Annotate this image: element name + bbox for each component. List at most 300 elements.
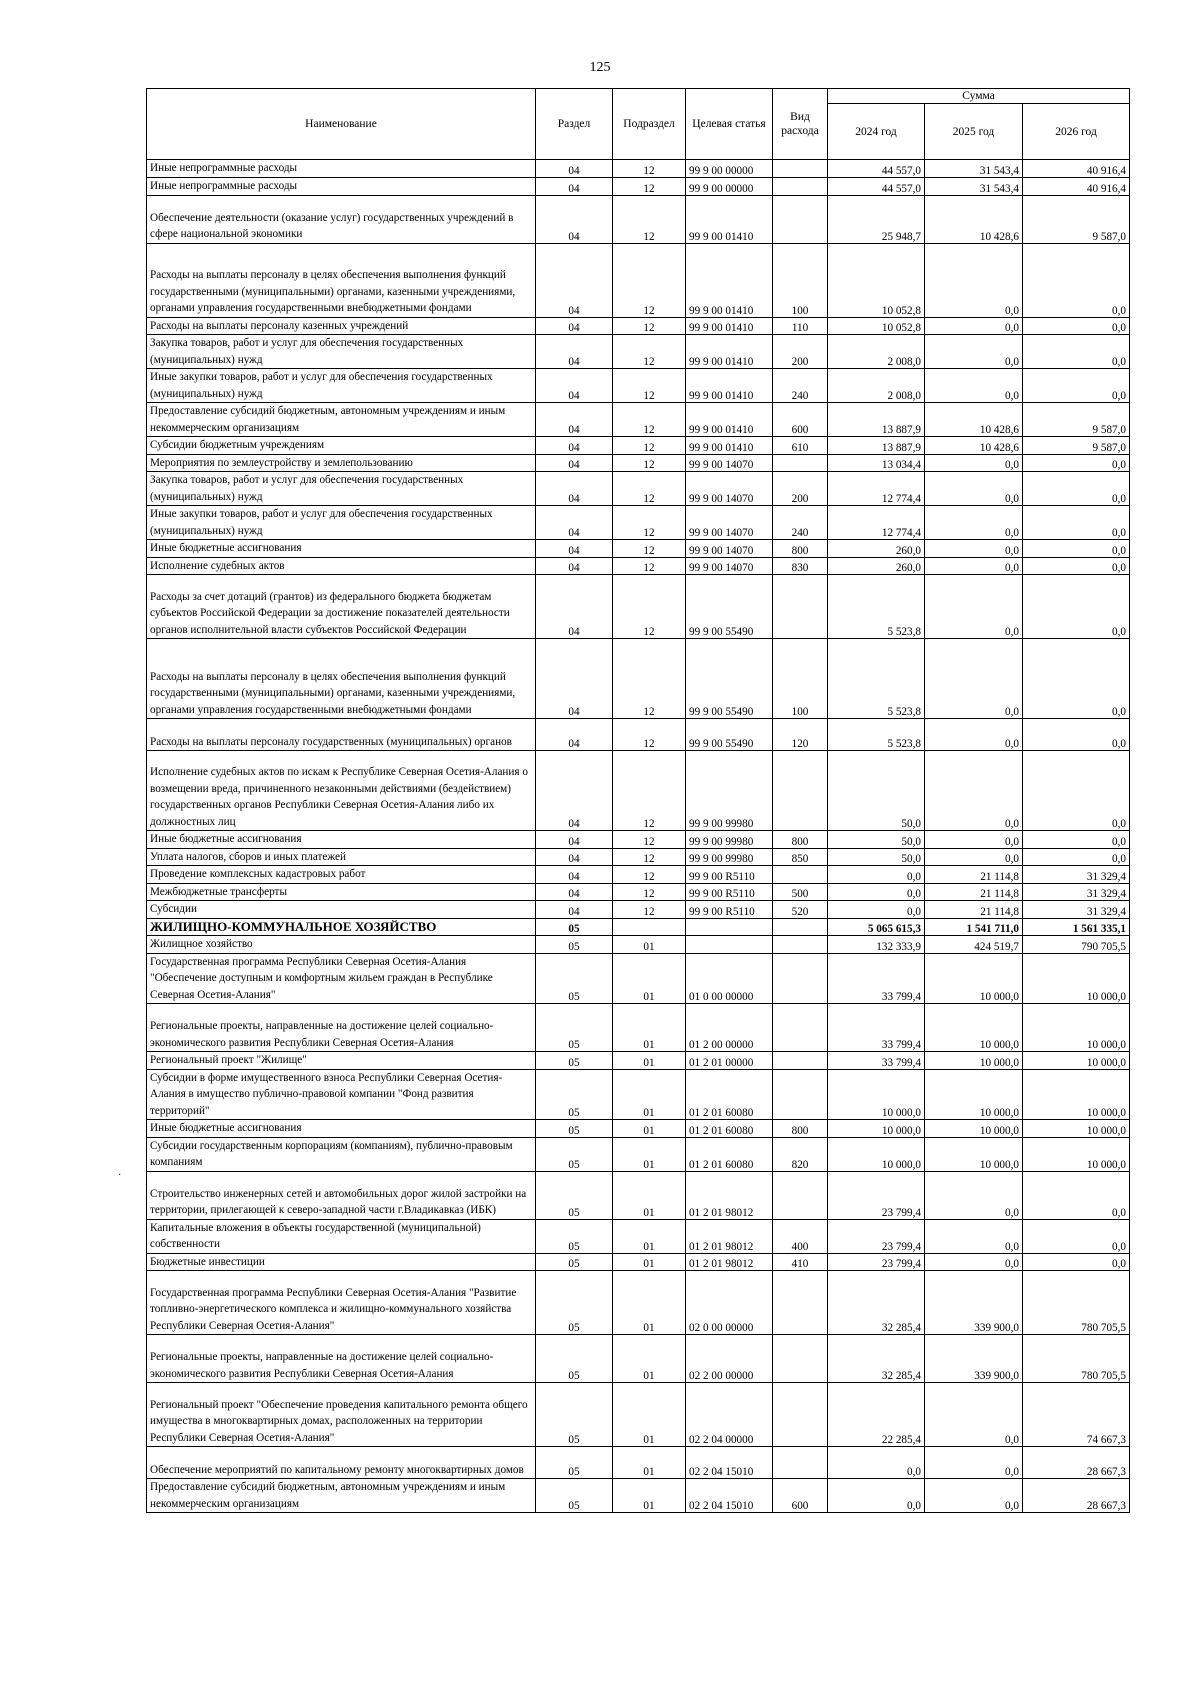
row-sum-2024: 5 065 615,3 xyxy=(828,918,925,936)
row-name: Строительство инженерных сетей и автомобильных дорог жилой застройки на территории, прилегающей к северо-западной части г.Владикавказ (ИБК) xyxy=(147,1171,536,1219)
row-sum-2024: 22 285,4 xyxy=(828,1383,925,1447)
row-sum-2025: 424 519,7 xyxy=(925,936,1023,954)
row-sum-2024: 10 000,0 xyxy=(828,1137,925,1171)
table-row xyxy=(147,1069,1130,1120)
row-target-article: 99 9 00 14070 xyxy=(686,454,773,472)
table-row xyxy=(147,639,1130,719)
row-sum-2024: 10 052,8 xyxy=(828,317,925,335)
row-sum-2025: 0,0 xyxy=(925,639,1023,719)
row-sum-2026: 40 916,4 xyxy=(1023,177,1130,195)
row-target-article: 01 2 01 98012 xyxy=(686,1253,773,1271)
row-sum-2025: 0,0 xyxy=(925,1171,1023,1219)
row-name: Расходы на выплаты персоналу казенных учреждений xyxy=(147,317,536,335)
table-header xyxy=(147,89,1130,160)
row-sum-2025: 10 000,0 xyxy=(925,1069,1023,1120)
row-section: 04 xyxy=(536,866,613,884)
table-row xyxy=(147,831,1130,849)
row-sum-2025: 0,0 xyxy=(925,751,1023,831)
row-sum-2024: 25 948,7 xyxy=(828,195,925,243)
row-sum-2026: 0,0 xyxy=(1023,1171,1130,1219)
row-subsection: 01 xyxy=(613,1271,686,1335)
row-sum-2026: 0,0 xyxy=(1023,540,1130,558)
row-subsection: 01 xyxy=(613,953,686,1004)
row-sum-2026: 9 587,0 xyxy=(1023,437,1130,455)
row-sum-2026: 10 000,0 xyxy=(1023,1137,1130,1171)
row-target-article: 99 9 00 01410 xyxy=(686,369,773,403)
row-sum-2025: 0,0 xyxy=(925,848,1023,866)
row-sum-2025: 21 114,8 xyxy=(925,883,1023,901)
row-sum-2026: 10 000,0 xyxy=(1023,1069,1130,1120)
row-name: Исполнение судебных актов xyxy=(147,557,536,575)
row-section: 04 xyxy=(536,901,613,919)
row-sum-2024: 33 799,4 xyxy=(828,953,925,1004)
row-sum-2025: 0,0 xyxy=(925,540,1023,558)
row-sum-2025: 21 114,8 xyxy=(925,901,1023,919)
row-sum-2024: 44 557,0 xyxy=(828,160,925,178)
row-sum-2026: 0,0 xyxy=(1023,369,1130,403)
row-target-article: 99 9 00 55490 xyxy=(686,575,773,639)
table-row xyxy=(147,1171,1130,1219)
row-sum-2025: 10 000,0 xyxy=(925,953,1023,1004)
row-sum-2024: 32 285,4 xyxy=(828,1335,925,1383)
table-row xyxy=(147,883,1130,901)
row-expense-type: 800 xyxy=(773,540,828,558)
row-target-article: 99 9 00 00000 xyxy=(686,160,773,178)
row-expense-type: 850 xyxy=(773,848,828,866)
row-sum-2026: 40 916,4 xyxy=(1023,160,1130,178)
row-sum-2025: 0,0 xyxy=(925,335,1023,369)
row-target-article: 99 9 00 00000 xyxy=(686,177,773,195)
row-target-article: 99 9 00 R5110 xyxy=(686,901,773,919)
row-section: 05 xyxy=(536,1052,613,1070)
row-subsection: 12 xyxy=(613,848,686,866)
row-name: Иные закупки товаров, работ и услуг для обеспечения государственных (муниципальных) нужд xyxy=(147,369,536,403)
row-subsection: 12 xyxy=(613,831,686,849)
row-sum-2025: 0,0 xyxy=(925,1219,1023,1253)
row-expense-type: 100 xyxy=(773,639,828,719)
table-row xyxy=(147,317,1130,335)
row-subsection: 01 xyxy=(613,1447,686,1479)
header-year-2025: 2025 год xyxy=(925,104,1023,160)
row-subsection: 12 xyxy=(613,317,686,335)
row-section: 05 xyxy=(536,1219,613,1253)
row-sum-2025: 21 114,8 xyxy=(925,866,1023,884)
row-section: 04 xyxy=(536,454,613,472)
row-name: Иные закупки товаров, работ и услуг для обеспечения государственных (муниципальных) нужд xyxy=(147,506,536,540)
row-section: 04 xyxy=(536,472,613,506)
row-expense-type xyxy=(773,1271,828,1335)
row-expense-type: 200 xyxy=(773,335,828,369)
row-subsection: 01 xyxy=(613,1004,686,1052)
row-name: ЖИЛИЩНО-КОММУНАЛЬНОЕ ХОЗЯЙСТВО xyxy=(147,918,536,936)
row-sum-2026: 0,0 xyxy=(1023,243,1130,317)
row-name: Иные непрограммные расходы xyxy=(147,177,536,195)
row-sum-2026: 0,0 xyxy=(1023,575,1130,639)
header-sum-group: Сумма xyxy=(828,89,1130,104)
row-name: Расходы за счет дотаций (грантов) из федерального бюджета бюджетам субъектов Российской Федерации за достижение показателей деятельности органов исполнительной власти субъектов Российской Федерации xyxy=(147,575,536,639)
table-row xyxy=(147,335,1130,369)
row-sum-2024: 260,0 xyxy=(828,540,925,558)
row-target-article: 02 2 04 15010 xyxy=(686,1447,773,1479)
row-target-article: 99 9 00 55490 xyxy=(686,639,773,719)
row-sum-2025: 0,0 xyxy=(925,1253,1023,1271)
row-name: Проведение комплексных кадастровых работ xyxy=(147,866,536,884)
row-expense-type: 520 xyxy=(773,901,828,919)
row-expense-type: 400 xyxy=(773,1219,828,1253)
row-name: Субсидии в форме имущественного взноса Республики Северная Осетия-Алания в имущество публично-правовой компании "Фонд развития территорий" xyxy=(147,1069,536,1120)
table-row xyxy=(147,1120,1130,1138)
row-sum-2025: 0,0 xyxy=(925,369,1023,403)
row-subsection: 01 xyxy=(613,1069,686,1120)
table-row xyxy=(147,403,1130,437)
row-sum-2024: 5 523,8 xyxy=(828,719,925,751)
row-name: Расходы на выплаты персоналу государственных (муниципальных) органов xyxy=(147,719,536,751)
row-subsection: 12 xyxy=(613,195,686,243)
row-section: 04 xyxy=(536,506,613,540)
row-sum-2024: 13 887,9 xyxy=(828,403,925,437)
row-name: Обеспечение деятельности (оказание услуг) государственных учреждений в сфере национальной экономики xyxy=(147,195,536,243)
row-sum-2026: 0,0 xyxy=(1023,557,1130,575)
table-row xyxy=(147,1447,1130,1479)
table-row xyxy=(147,953,1130,1004)
table-row xyxy=(147,557,1130,575)
row-expense-type xyxy=(773,953,828,1004)
table-row xyxy=(147,540,1130,558)
row-name: Субсидии государственным корпорациям (компаниям), публично-правовым компаниям xyxy=(147,1137,536,1171)
row-subsection: 01 xyxy=(613,1383,686,1447)
header-name: Наименование xyxy=(147,89,536,160)
row-sum-2025: 0,0 xyxy=(925,719,1023,751)
row-target-article: 99 9 00 14070 xyxy=(686,472,773,506)
table-row xyxy=(147,437,1130,455)
row-target-article: 01 2 01 98012 xyxy=(686,1171,773,1219)
row-target-article: 99 9 00 01410 xyxy=(686,437,773,455)
row-target-article: 01 2 01 00000 xyxy=(686,1052,773,1070)
row-expense-type: 800 xyxy=(773,831,828,849)
row-expense-type xyxy=(773,1335,828,1383)
row-name: Исполнение судебных актов по искам к Республике Северная Осетия-Алания о возмещении вреда, причиненного незаконными действиями (бездействием) государственных органов Республики Северная Осетия-Алания либо их должностных лиц xyxy=(147,751,536,831)
row-target-article: 99 9 00 55490 xyxy=(686,719,773,751)
row-sum-2026: 0,0 xyxy=(1023,848,1130,866)
row-sum-2025: 0,0 xyxy=(925,557,1023,575)
row-sum-2025: 10 428,6 xyxy=(925,437,1023,455)
header-subsection: Подраздел xyxy=(613,89,686,160)
row-sum-2026: 0,0 xyxy=(1023,317,1130,335)
row-sum-2025: 0,0 xyxy=(925,1479,1023,1513)
row-subsection: 12 xyxy=(613,160,686,178)
table-row xyxy=(147,369,1130,403)
row-sum-2026: 0,0 xyxy=(1023,719,1130,751)
row-name: Предоставление субсидий бюджетным, автономным учреждениям и иным некоммерческим организациям xyxy=(147,403,536,437)
table-row xyxy=(147,1004,1130,1052)
row-sum-2026: 31 329,4 xyxy=(1023,901,1130,919)
row-sum-2025: 339 900,0 xyxy=(925,1271,1023,1335)
row-name: Региональные проекты, направленные на достижение целей социально-экономического развития Республики Северная Осетия-Алания xyxy=(147,1335,536,1383)
row-expense-type: 240 xyxy=(773,506,828,540)
row-sum-2024: 132 333,9 xyxy=(828,936,925,954)
table-row xyxy=(147,1219,1130,1253)
row-expense-type xyxy=(773,751,828,831)
row-sum-2026: 9 587,0 xyxy=(1023,195,1130,243)
row-subsection: 12 xyxy=(613,335,686,369)
row-name: Субсидии бюджетным учреждениям xyxy=(147,437,536,455)
row-section: 04 xyxy=(536,831,613,849)
row-name: Государственная программа Республики Северная Осетия-Алания "Обеспечение доступным и комфортным жильем граждан в Республике Северная Осетия-Алания" xyxy=(147,953,536,1004)
row-section: 04 xyxy=(536,751,613,831)
row-sum-2024: 23 799,4 xyxy=(828,1253,925,1271)
header-year-2026: 2026 год xyxy=(1023,104,1130,160)
row-subsection: 12 xyxy=(613,403,686,437)
row-subsection: 01 xyxy=(613,1171,686,1219)
row-name: Иные непрограммные расходы xyxy=(147,160,536,178)
row-expense-type: 410 xyxy=(773,1253,828,1271)
row-section: 05 xyxy=(536,1447,613,1479)
row-target-article: 99 9 00 01410 xyxy=(686,335,773,369)
row-subsection: 12 xyxy=(613,540,686,558)
row-sum-2024: 10 000,0 xyxy=(828,1120,925,1138)
row-section: 05 xyxy=(536,1253,613,1271)
row-subsection: 12 xyxy=(613,454,686,472)
row-target-article: 01 2 01 98012 xyxy=(686,1219,773,1253)
row-sum-2025: 10 000,0 xyxy=(925,1052,1023,1070)
row-sum-2026: 31 329,4 xyxy=(1023,866,1130,884)
row-sum-2025: 31 543,4 xyxy=(925,160,1023,178)
table-row xyxy=(147,1271,1130,1335)
table-row xyxy=(147,472,1130,506)
row-sum-2025: 0,0 xyxy=(925,472,1023,506)
table-row xyxy=(147,177,1130,195)
row-name: Государственная программа Республики Северная Осетия-Алания "Развитие топливно-энергетического комплекса и жилищно-коммунального хозяйства Республики Северная Осетия-Алания" xyxy=(147,1271,536,1335)
row-target-article: 02 0 00 00000 xyxy=(686,1271,773,1335)
row-section: 04 xyxy=(536,243,613,317)
row-sum-2026: 0,0 xyxy=(1023,751,1130,831)
row-sum-2025: 1 541 711,0 xyxy=(925,918,1023,936)
row-subsection: 12 xyxy=(613,472,686,506)
row-sum-2026: 0,0 xyxy=(1023,472,1130,506)
row-sum-2026: 0,0 xyxy=(1023,454,1130,472)
row-sum-2025: 0,0 xyxy=(925,1447,1023,1479)
row-section: 04 xyxy=(536,848,613,866)
row-target-article: 01 2 01 60080 xyxy=(686,1137,773,1171)
budget-table xyxy=(146,88,1130,1513)
row-sum-2024: 10 000,0 xyxy=(828,1069,925,1120)
row-name: Обеспечение мероприятий по капитальному ремонту многоквартирных домов xyxy=(147,1447,536,1479)
row-name: Региональный проект "Обеспечение проведения капитального ремонта общего имущества в многоквартирных домах, расположенных на территории Республики Северная Осетия-Алания" xyxy=(147,1383,536,1447)
row-sum-2024: 5 523,8 xyxy=(828,575,925,639)
row-subsection xyxy=(613,918,686,936)
row-section: 04 xyxy=(536,883,613,901)
row-target-article: 99 9 00 R5110 xyxy=(686,866,773,884)
row-sum-2024: 50,0 xyxy=(828,848,925,866)
row-sum-2026: 10 000,0 xyxy=(1023,1004,1130,1052)
row-target-article: 99 9 00 14070 xyxy=(686,557,773,575)
row-subsection: 01 xyxy=(613,1253,686,1271)
row-sum-2026: 28 667,3 xyxy=(1023,1479,1130,1513)
row-section: 04 xyxy=(536,557,613,575)
row-target-article: 01 2 00 00000 xyxy=(686,1004,773,1052)
row-section: 04 xyxy=(536,639,613,719)
row-sum-2025: 10 000,0 xyxy=(925,1137,1023,1171)
row-subsection: 12 xyxy=(613,369,686,403)
row-expense-type xyxy=(773,454,828,472)
row-section: 04 xyxy=(536,403,613,437)
row-sum-2024: 0,0 xyxy=(828,901,925,919)
row-subsection: 12 xyxy=(613,866,686,884)
row-sum-2024: 0,0 xyxy=(828,883,925,901)
row-target-article: 99 9 00 14070 xyxy=(686,540,773,558)
row-section: 05 xyxy=(536,918,613,936)
row-sum-2025: 339 900,0 xyxy=(925,1335,1023,1383)
header-section: Раздел xyxy=(536,89,613,160)
table-row xyxy=(147,1253,1130,1271)
row-section: 05 xyxy=(536,953,613,1004)
row-target-article: 99 9 00 99980 xyxy=(686,848,773,866)
row-expense-type: 200 xyxy=(773,472,828,506)
row-section: 04 xyxy=(536,369,613,403)
row-sum-2026: 10 000,0 xyxy=(1023,1120,1130,1138)
row-sum-2024: 44 557,0 xyxy=(828,177,925,195)
header-expense-type: Вид расхода xyxy=(773,89,828,160)
row-name: Региональный проект "Жилище" xyxy=(147,1052,536,1070)
row-expense-type xyxy=(773,160,828,178)
row-expense-type: 110 xyxy=(773,317,828,335)
row-subsection: 12 xyxy=(613,751,686,831)
row-expense-type xyxy=(773,936,828,954)
row-target-article xyxy=(686,918,773,936)
row-expense-type: 800 xyxy=(773,1120,828,1138)
row-sum-2026: 0,0 xyxy=(1023,506,1130,540)
row-sum-2024: 50,0 xyxy=(828,831,925,849)
row-name: Иные бюджетные ассигнования xyxy=(147,540,536,558)
row-sum-2026: 0,0 xyxy=(1023,1219,1130,1253)
table-row xyxy=(147,866,1130,884)
row-target-article: 99 9 00 99980 xyxy=(686,831,773,849)
table-row xyxy=(147,1383,1130,1447)
row-sum-2025: 0,0 xyxy=(925,1383,1023,1447)
row-name: Бюджетные инвестиции xyxy=(147,1253,536,1271)
row-sum-2024: 50,0 xyxy=(828,751,925,831)
row-expense-type xyxy=(773,575,828,639)
row-sum-2024: 0,0 xyxy=(828,1447,925,1479)
row-section: 04 xyxy=(536,195,613,243)
row-target-article: 01 2 01 60080 xyxy=(686,1069,773,1120)
row-subsection: 01 xyxy=(613,1335,686,1383)
row-section: 05 xyxy=(536,1383,613,1447)
row-section: 04 xyxy=(536,317,613,335)
row-section: 04 xyxy=(536,575,613,639)
row-target-article: 01 2 01 60080 xyxy=(686,1120,773,1138)
row-section: 05 xyxy=(536,1137,613,1171)
row-expense-type: 830 xyxy=(773,557,828,575)
row-sum-2025: 10 428,6 xyxy=(925,403,1023,437)
table-row xyxy=(147,506,1130,540)
table-row xyxy=(147,1479,1130,1513)
table-row xyxy=(147,195,1130,243)
row-target-article: 99 9 00 01410 xyxy=(686,317,773,335)
row-sum-2025: 0,0 xyxy=(925,317,1023,335)
table-row xyxy=(147,575,1130,639)
row-target-article: 99 9 00 14070 xyxy=(686,506,773,540)
row-subsection: 12 xyxy=(613,883,686,901)
row-section: 04 xyxy=(536,335,613,369)
row-expense-type xyxy=(773,866,828,884)
row-sum-2026: 74 667,3 xyxy=(1023,1383,1130,1447)
row-target-article: 99 9 00 99980 xyxy=(686,751,773,831)
row-expense-type xyxy=(773,1447,828,1479)
row-sum-2025: 0,0 xyxy=(925,831,1023,849)
row-section: 04 xyxy=(536,177,613,195)
table-row xyxy=(147,454,1130,472)
row-subsection: 12 xyxy=(613,639,686,719)
row-expense-type xyxy=(773,1052,828,1070)
row-sum-2025: 10 000,0 xyxy=(925,1120,1023,1138)
row-subsection: 12 xyxy=(613,437,686,455)
row-sum-2026: 780 705,5 xyxy=(1023,1335,1130,1383)
row-sum-2026: 28 667,3 xyxy=(1023,1447,1130,1479)
row-name: Расходы на выплаты персоналу в целях обеспечения выполнения функций государственными (муниципальными) органами, казенными учреждениями, органами управления государственными внебюджетными фондами xyxy=(147,639,536,719)
page-number: 125 xyxy=(589,60,611,75)
row-expense-type: 600 xyxy=(773,403,828,437)
row-section: 04 xyxy=(536,719,613,751)
row-subsection: 12 xyxy=(613,506,686,540)
row-target-article: 02 2 04 15010 xyxy=(686,1479,773,1513)
row-target-article: 02 2 04 00000 xyxy=(686,1383,773,1447)
row-sum-2026: 0,0 xyxy=(1023,831,1130,849)
row-subsection: 12 xyxy=(613,177,686,195)
row-subsection: 01 xyxy=(613,1052,686,1070)
row-target-article: 99 9 00 01410 xyxy=(686,243,773,317)
row-sum-2025: 0,0 xyxy=(925,575,1023,639)
row-sum-2024: 23 799,4 xyxy=(828,1219,925,1253)
table-row xyxy=(147,1335,1130,1383)
row-sum-2024: 33 799,4 xyxy=(828,1004,925,1052)
row-sum-2024: 0,0 xyxy=(828,866,925,884)
row-section: 05 xyxy=(536,1171,613,1219)
table-row xyxy=(147,719,1130,751)
table-body xyxy=(147,160,1130,1513)
row-sum-2025: 10 428,6 xyxy=(925,195,1023,243)
table-row xyxy=(147,936,1130,954)
row-subsection: 01 xyxy=(613,1479,686,1513)
row-sum-2026: 10 000,0 xyxy=(1023,1052,1130,1070)
row-name: Межбюджетные трансферты xyxy=(147,883,536,901)
row-sum-2025: 10 000,0 xyxy=(925,1004,1023,1052)
row-sum-2024: 12 774,4 xyxy=(828,506,925,540)
table-row xyxy=(147,1052,1130,1070)
row-expense-type: 600 xyxy=(773,1479,828,1513)
row-sum-2026: 0,0 xyxy=(1023,639,1130,719)
row-target-article: 99 9 00 01410 xyxy=(686,195,773,243)
row-sum-2024: 32 285,4 xyxy=(828,1271,925,1335)
row-sum-2025: 0,0 xyxy=(925,243,1023,317)
row-expense-type: 120 xyxy=(773,719,828,751)
table-row xyxy=(147,751,1130,831)
row-section: 05 xyxy=(536,1479,613,1513)
row-sum-2024: 10 052,8 xyxy=(828,243,925,317)
row-target-article: 99 9 00 R5110 xyxy=(686,883,773,901)
table-row xyxy=(147,848,1130,866)
row-subsection: 12 xyxy=(613,901,686,919)
table-row xyxy=(147,243,1130,317)
row-target-article: 02 2 00 00000 xyxy=(686,1335,773,1383)
row-sum-2024: 5 523,8 xyxy=(828,639,925,719)
row-sum-2024: 13 034,4 xyxy=(828,454,925,472)
row-expense-type xyxy=(773,177,828,195)
row-section: 05 xyxy=(536,1069,613,1120)
row-sum-2026: 780 705,5 xyxy=(1023,1271,1130,1335)
row-sum-2026: 790 705,5 xyxy=(1023,936,1130,954)
row-subsection: 12 xyxy=(613,557,686,575)
